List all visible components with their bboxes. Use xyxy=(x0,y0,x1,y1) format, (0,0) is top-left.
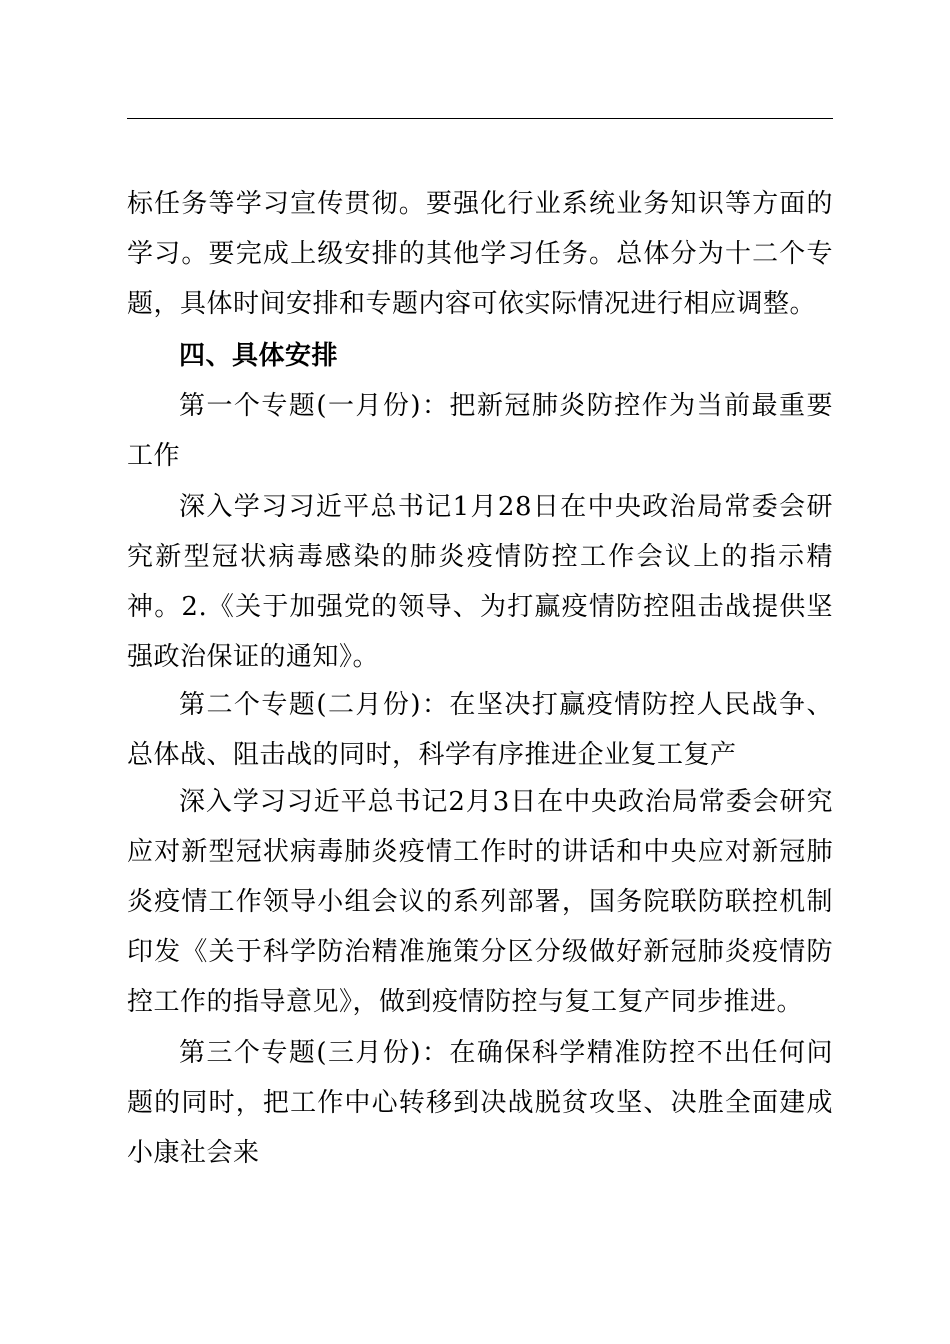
topic-1-title: 第一个专题(一月份)：把新冠肺炎防控作为当前最重要工作 xyxy=(127,391,833,471)
section-heading: 四、具体安排 xyxy=(179,341,339,371)
topic-2-title: 第二个专题(二月份)：在坚决打赢疫情防控人民战争、总体战、阻击战的同时，科学有序推进企业复工复产 xyxy=(127,690,833,770)
topic-1-content: 深入学习习近平总书记1月28日在中央政治局常委会研究新型冠状病毒感染的肺炎疫情防控工作会议上的指示精神。2.《关于加强党的领导、为打赢疫情防控阻击战提供坚强政治保证的通知》。 xyxy=(127,492,833,672)
topic-2-content: 深入学习习近平总书记2月3日在中央政治局常委会研究应对新型冠状病毒肺炎疫情工作时的讲话和中央应对新冠肺炎疫情工作领导小组会议的系列部署，国务院联防联控机制印发《关于科学防治精准施策分区分级做好新冠肺炎疫情防控工作的指导意见》，做到疫情防控与复工复产同步推进。 xyxy=(127,787,833,1017)
header-rule xyxy=(127,118,833,119)
paragraph-continuation: 标任务等学习宣传贯彻。要强化行业系统业务知识等方面的学习。要完成上级安排的其他学习任务。总体分为十二个专题，具体时间安排和专题内容可依实际情况进行相应调整。 xyxy=(127,189,833,319)
topic-3-title: 第三个专题(三月份)：在确保科学精准防控不出任何问题的同时，把工作中心转移到决战脱贫攻坚、决胜全面建成小康社会来 xyxy=(127,1038,833,1168)
